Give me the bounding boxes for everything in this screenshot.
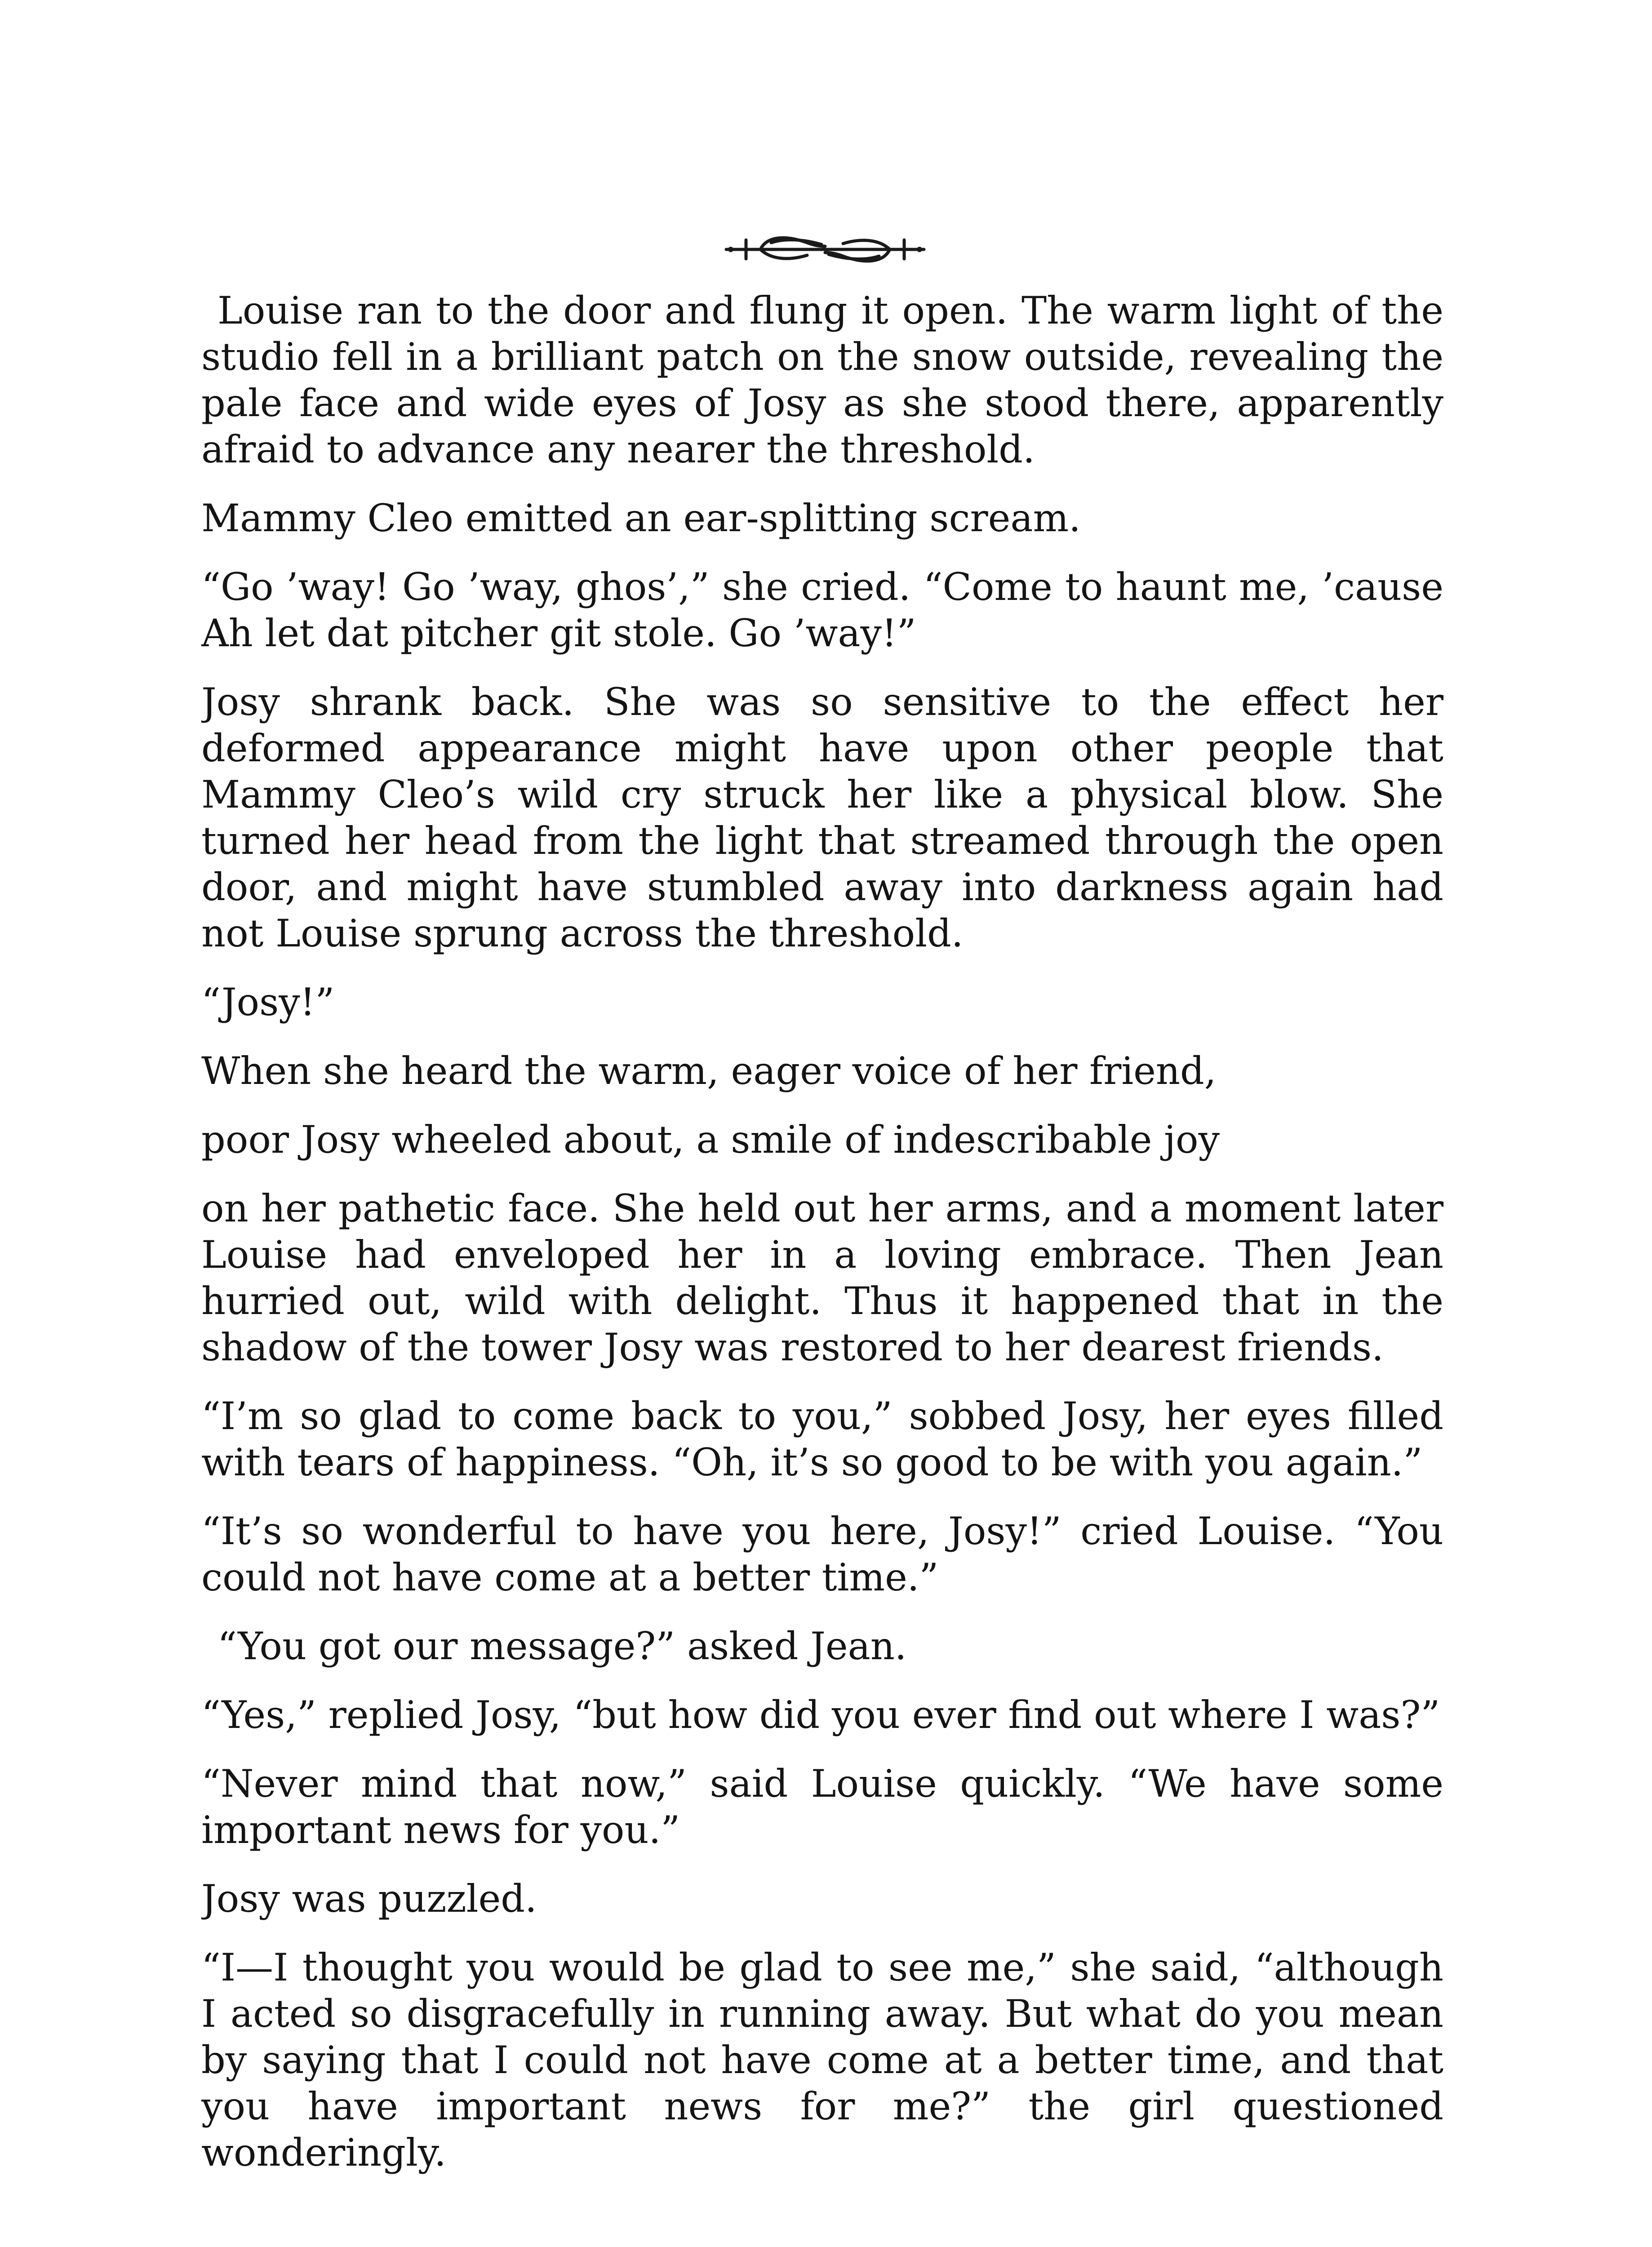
body-text (201, 288, 1443, 2198)
paragraph: Mammy Cleo emitted an ear-splitting scream. (201, 496, 1081, 540)
paragraph: poor Josy wheeled about, a smile of indescribable joy (201, 1118, 1220, 1162)
paragraph: “You got our message?” asked Jean. (218, 1624, 907, 1668)
paragraph: Josy shrank back. She was so sensitive to the effect her deformed appearance might have upon other people that Mammy Cleo’s wild cry struck her like a physical blow. She turned her head from the light that streamed through the open door, and might have stumbled away into darkness again had not Louise sprung across the threshold. (201, 680, 1443, 955)
paragraph: “Go ’way! Go ’way, ghos’,” she cried. “Come to haunt me, ’cause Ah let dat pitcher git stole. Go ’way!” (201, 565, 1443, 655)
paragraph: “It’s so wonderful to have you here, Josy!” cried Louise. “You could not have come at a better time.” (201, 1509, 1443, 1599)
paragraph: “Never mind that now,” said Louise quickly. “We have some important news for you.” (201, 1762, 1443, 1852)
paragraph: Louise ran to the door and flung it open. The warm light of the studio fell in a brilliant patch on the snow outside, revealing the pale face and wide eyes of Josy as she stood there, apparently afraid to advance any nearer the threshold. (201, 289, 1443, 471)
paragraph: Josy was puzzled. (201, 1877, 537, 1921)
paragraph: “I’m so glad to come back to you,” sobbed Josy, her eyes filled with tears of happiness. “Oh, it’s so good to be with you again.” (201, 1394, 1443, 1484)
paragraph: When she heard the warm, eager voice of her friend, (201, 1049, 1217, 1093)
paragraph: on her pathetic face. She held out her arms, and a moment later Louise had enveloped her in a loving embrace. Then Jean hurried out, wild with delight. Thus it happened that in the shadow of the tower Josy was restored to her dearest friends. (201, 1186, 1443, 1369)
paragraph: “I—I thought you would be glad to see me,” she said, “although I acted so disgracefully in running away. But what do you mean by saying that I could not have come at a better time, and that you have important news for me?” the girl questioned wonderingly. (201, 1945, 1443, 2175)
paragraph: “Josy!” (201, 980, 335, 1024)
paragraph: “Yes,” replied Josy, “but how did you ever find out where I was?” (201, 1693, 1440, 1737)
scroll-divider-ornament-icon (717, 225, 933, 274)
